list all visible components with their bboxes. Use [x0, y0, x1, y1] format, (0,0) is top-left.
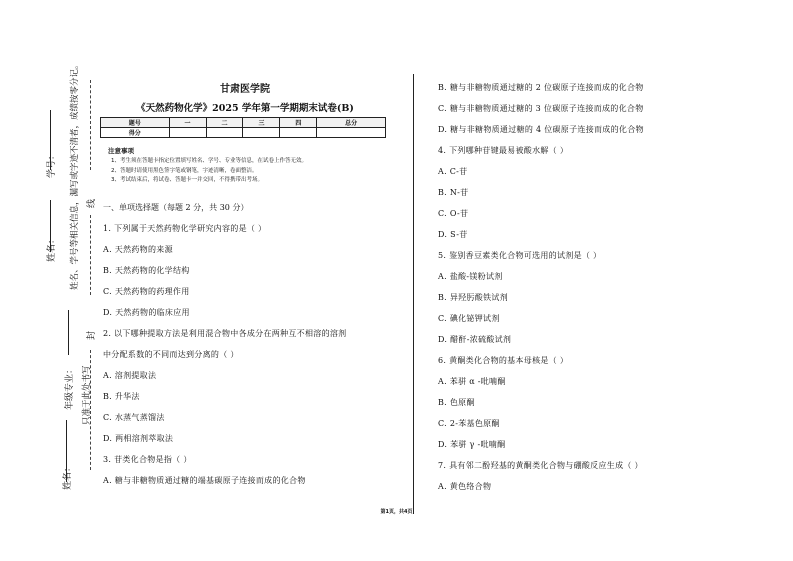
score-header-cell: 一 — [169, 118, 206, 128]
option-line: C. 碘化铋钾试剂 — [438, 314, 500, 323]
option-line: D. 两相溶剂萃取法 — [103, 434, 174, 443]
option-line: D. 醋酐-浓硫酸试剂 — [438, 335, 512, 344]
student-id-label: 学号： — [47, 150, 57, 178]
option-line: B. N-苷 — [438, 188, 469, 197]
question-line: 1. 下列属于天然药物化学研究内容的是（ ） — [103, 224, 267, 233]
binding-dash-mid — [90, 215, 91, 295]
notes-block — [108, 146, 398, 186]
exam-title: 《天然药物化学》2025 学年第一学期期末试卷(B) — [136, 103, 354, 114]
notice-line-2: 只准于此处书写 — [82, 365, 92, 425]
question-line: 7. 具有邻二酚羟基的黄酮类化合物与硼酸反应生成（ ） — [438, 461, 643, 470]
score-table — [100, 117, 386, 138]
option-line: D. 苯骈 γ -吡喃酮 — [438, 440, 506, 449]
question-line: 6. 黄酮类化合物的基本母核是（ ） — [438, 356, 569, 365]
binding-mark-1: 线 — [87, 198, 97, 208]
option-line: B. 升华法 — [103, 392, 140, 401]
option-line: D. 糖与非糖物质通过糖的 4 位碳原子连接而成的化合物 — [438, 125, 644, 134]
question-line: 4. 下列哪种苷键最易被酸水解（ ） — [438, 146, 569, 155]
option-line: C. O-苷 — [438, 209, 469, 218]
option-line: A. 天然药物的来源 — [103, 245, 173, 254]
score-cell — [280, 128, 317, 138]
score-table-header-row — [101, 118, 386, 128]
name-line — [50, 200, 51, 252]
notes-heading: 注意事项 — [108, 147, 134, 155]
score-header-cell: 总分 — [317, 118, 386, 128]
score-header-cell: 题号 — [101, 118, 170, 128]
score-table-score-row — [101, 128, 386, 138]
option-line: C. 水蒸气蒸馏法 — [103, 413, 165, 422]
question-line: 2. 以下哪种提取方法是利用混合物中各成分在两种互不相溶的溶剂 — [103, 329, 347, 338]
option-line: B. 色原酮 — [438, 398, 475, 407]
binding-dash-top — [90, 80, 91, 170]
question-line: 3. 苷类化合物是指（ ） — [103, 455, 192, 464]
page-number: 第1页，共4页 — [380, 509, 413, 515]
option-line: D. 天然药物的临床应用 — [103, 308, 190, 317]
note-item: 2、答题时请使用黑色签字笔或钢笔，字迹清晰，卷面整洁。 — [111, 167, 258, 174]
grade-major-line — [68, 310, 69, 355]
binding-mark-2: 封 — [87, 330, 97, 340]
option-line: A. C-苷 — [438, 167, 468, 176]
option-line: A. 糖与非糖物质通过糖的端基碳原子连接而成的化合物 — [103, 476, 306, 485]
score-cell — [206, 128, 243, 138]
score-cell — [243, 128, 280, 138]
bottom-line — [66, 420, 67, 482]
score-cell — [317, 128, 386, 138]
option-line: A. 溶剂提取法 — [103, 371, 157, 380]
section-title: 一、单项选择题（每题 2 分，共 30 分） — [103, 203, 249, 212]
option-line: C. 糖与非糖物质通过糖的 3 位碳原子连接而成的化合物 — [438, 104, 644, 113]
note-item: 1、考生须在答题卡指定位置填写姓名、学号、专业等信息，在试卷上作答无效。 — [111, 158, 308, 164]
student-id-line — [50, 110, 51, 170]
grade-major-label: 年级专业： — [65, 364, 75, 410]
school-name: 甘肃医学院 — [220, 84, 270, 95]
binding-dash-bottom — [90, 350, 91, 470]
score-cell — [169, 128, 206, 138]
option-line: A. 苯骈 α -吡喃酮 — [438, 377, 506, 386]
note-item: 3、考试结束后，将试卷、答题卡一并交回，不得携带出考场。 — [111, 177, 264, 183]
option-line: A. 黄色络合物 — [438, 482, 492, 491]
binding-sidebar — [0, 0, 96, 561]
option-line: D. S-苷 — [438, 230, 468, 239]
score-header-cell: 四 — [280, 118, 317, 128]
score-header-cell: 三 — [243, 118, 280, 128]
question-line: 5. 鉴别香豆素类化合物可选用的试剂是（ ） — [438, 251, 602, 260]
question-line: 中分配系数的不同而达到分离的（ ） — [103, 350, 239, 359]
name-label-bottom: 姓名： — [63, 462, 73, 490]
option-line: C. 天然药物的药理作用 — [103, 287, 190, 296]
option-line: B. 天然药物的化学结构 — [103, 266, 190, 275]
name-label: 姓名： — [47, 234, 57, 262]
notice-line-1: 姓名、学号等相关信息，漏写或字迹不清者，成绩按零分记。 — [70, 60, 80, 290]
score-row-label: 得分 — [101, 128, 170, 138]
option-line: A. 盐酸-镁粉试剂 — [438, 272, 503, 281]
score-header-cell: 二 — [206, 118, 243, 128]
option-line: B. 异羟肟酸铁试剂 — [438, 293, 508, 302]
option-line: B. 糖与非糖物质通过糖的 2 位碳原子连接而成的化合物 — [438, 83, 644, 92]
option-line: C. 2-苯基色原酮 — [438, 419, 500, 428]
column-divider — [413, 74, 414, 514]
